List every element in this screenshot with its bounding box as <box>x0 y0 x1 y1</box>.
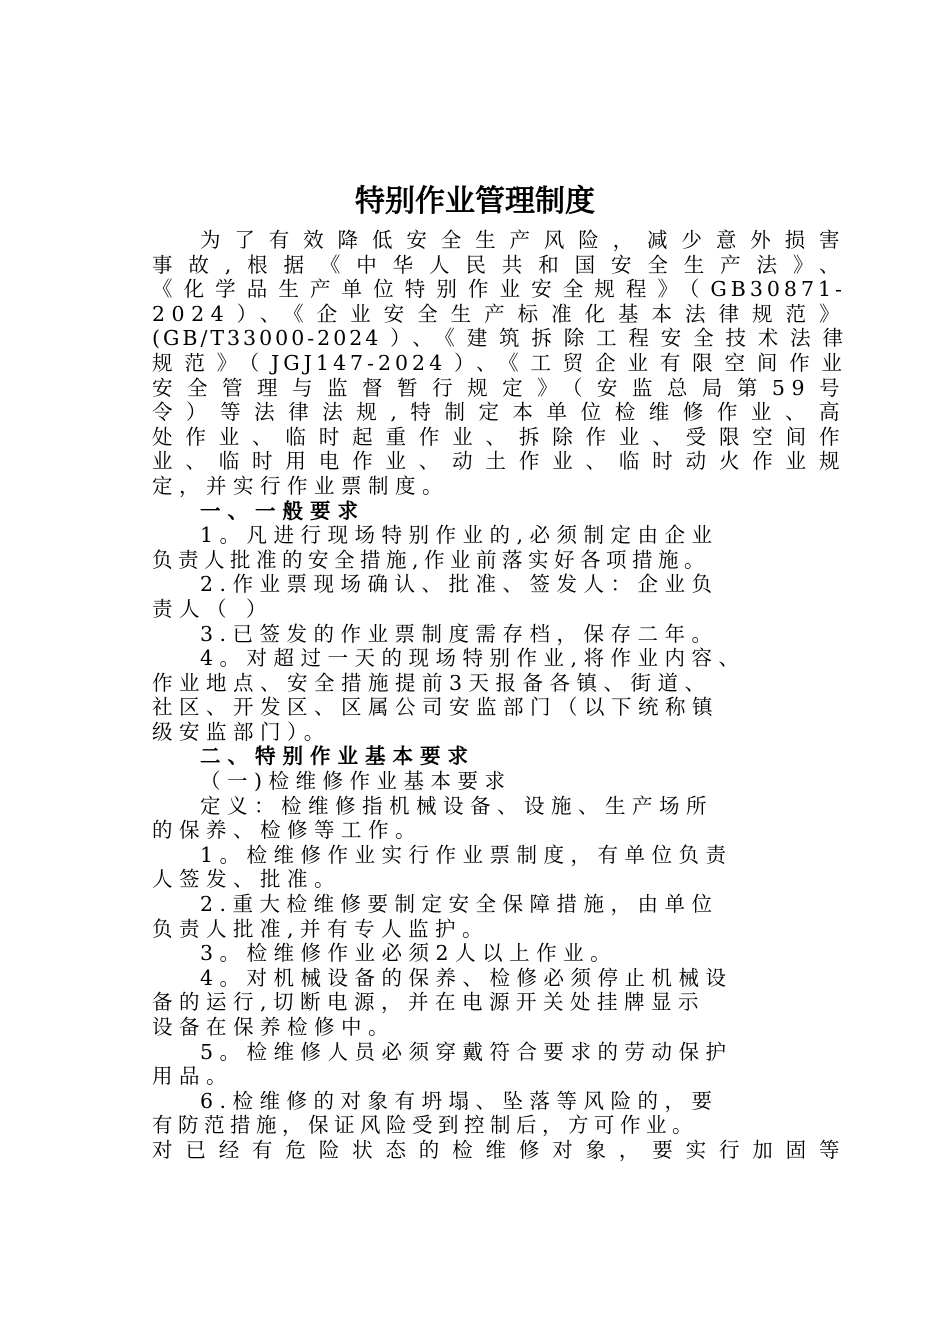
paragraph-line: 对已经有危险状态的检维修对象，要实行加固等 <box>152 1137 846 1162</box>
paragraph-line: 4。对机械设备的保养、检修必须停止机械设 <box>200 965 733 990</box>
document-body <box>152 228 846 1163</box>
section-heading: 二、特别作业基本要求 <box>200 744 475 769</box>
document-title: 特别作业管理制度 <box>355 184 595 219</box>
paragraph-line: 级安监部门）。 <box>152 719 331 744</box>
paragraph-line: 负责人批准的安全措施,作业前落实好各项措施。 <box>152 547 711 572</box>
paragraph-line: 有防范措施，保证风险受到控制后，方可作业。 <box>152 1113 698 1138</box>
section-heading: 一、一般要求 <box>200 498 365 523</box>
paragraph-line: 负责人批准,并有专人监护。 <box>152 916 490 941</box>
paragraph-line: 备的运行,切断电源，并在电源开关处挂牌显示 <box>152 990 706 1015</box>
paragraph-line: 用品。 <box>152 1064 233 1089</box>
subsection-heading: （一)检维修作业基本要求 <box>200 769 512 794</box>
paragraph-line: 的保养、检修等工作。 <box>152 818 422 843</box>
paragraph-line: 3。检维修作业必须2人以上作业。 <box>200 941 618 966</box>
paragraph-line: 3.已签发的作业票制度需存档，保存二年。 <box>200 621 719 646</box>
paragraph-line: 5。检维修人员必须穿戴符合要求的劳动保护 <box>200 1039 733 1064</box>
paragraph-line: 2.作业票现场确认、批准、签发人：企业负 <box>200 572 719 597</box>
paragraph-line: 定义：检维修指机械设备、设施、生产场所 <box>200 793 713 818</box>
paragraph-line: 人签发、批准。 <box>152 867 341 892</box>
paragraph-line: 4。对超过一天的现场特别作业,将作业内容、 <box>200 646 746 671</box>
paragraph-line: 1。检维修作业实行作业票制度，有单位负责 <box>200 842 733 867</box>
paragraph-line: 责人（ ） <box>152 596 274 621</box>
paragraph-line: 《化学品生产单位特别作业安全规程》（GB30871- <box>152 277 846 302</box>
paragraph-line: 规范》（JGJ147-2024）、《工贸企业有限空间作业 <box>152 350 846 375</box>
paragraph-line: 2024）、《企业安全生产标准化基本法律规范》 <box>152 301 846 326</box>
paragraph-line: 令）等法律法规,特制定本单位检维修作业、高 <box>152 400 846 425</box>
paragraph-line: 安全管理与监督暂行规定》（安监总局第59号 <box>152 375 846 400</box>
paragraph-line: 处作业、临时起重作业、拆除作业、受限空间作 <box>152 424 846 449</box>
paragraph-line: 社区、开发区、区属公司安监部门（以下统称镇 <box>152 695 719 720</box>
paragraph-line: 为了有效降低安全生产风险，减少意外损害 <box>200 228 846 252</box>
paragraph-line: 业、临时用电作业、动土作业、临时动火作业规 <box>152 449 846 474</box>
paragraph-line: 2.重大检维修要制定安全保障措施，由单位 <box>200 892 719 917</box>
paragraph-line: 定，并实行作业票制度。 <box>152 473 449 498</box>
paragraph-line: 事故,根据《中华人民共和国安全生产法》、 <box>152 252 846 277</box>
paragraph-line: 6.检维修的对象有坍塌、坠落等风险的，要 <box>200 1088 719 1113</box>
paragraph-line: 设备在保养检修中。 <box>152 1015 395 1039</box>
paragraph-line: 作业地点、安全措施提前3天报备各镇、街道、 <box>152 670 712 695</box>
paragraph-line: 1。凡进行现场特别作业的,必须制定由企业 <box>200 523 719 548</box>
paragraph-line: (GB/T33000-2024）、《建筑拆除工程安全技术法律 <box>152 326 846 351</box>
